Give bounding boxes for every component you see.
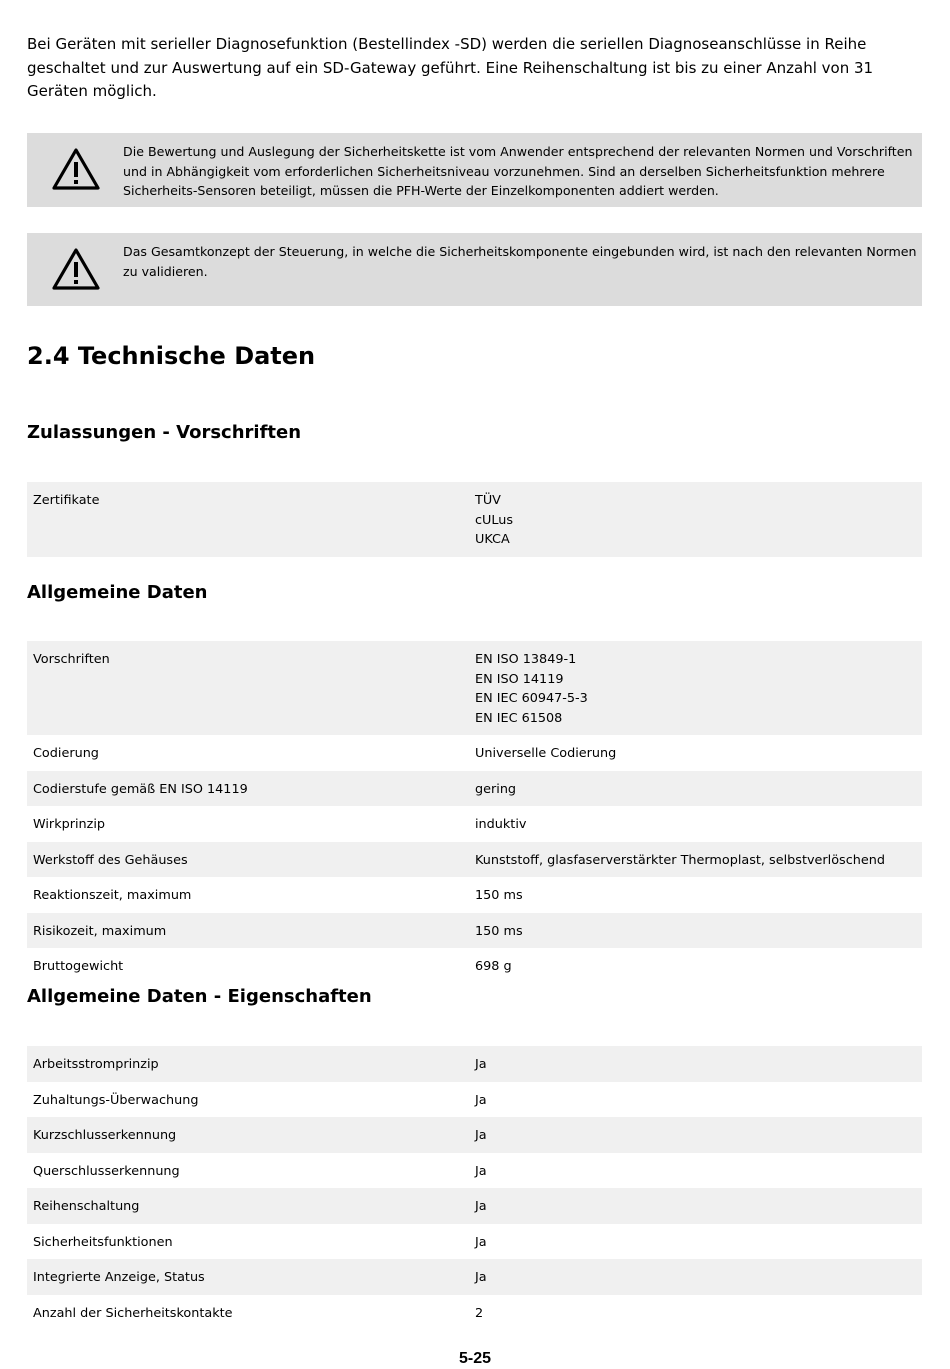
warning-triangle-icon <box>51 147 101 191</box>
spec-value <box>475 1091 922 1111</box>
spec-label: Zuhaltungs-Überwachung <box>33 1092 199 1108</box>
spec-value-line: Ja <box>475 1199 487 1214</box>
spec-value-line: 2 <box>475 1305 484 1321</box>
spec-label: Reaktionszeit, maximum <box>33 888 192 903</box>
spec-value-line: Ja <box>475 1234 487 1250</box>
spec-value <box>475 922 922 942</box>
table-row <box>27 1153 922 1189</box>
spec-value-line: Ja <box>475 1092 487 1108</box>
table-row <box>27 482 922 557</box>
spec-label: Risikozeit, maximum <box>33 923 167 939</box>
spec-label: Integrierte Anzeige, Status <box>33 1270 205 1285</box>
page-number: 5-25 <box>458 1350 492 1367</box>
spec-label: Arbeitsstromprinzip <box>33 1057 159 1072</box>
spec-value-line: Universelle Codierung <box>475 746 617 761</box>
spec-value <box>475 957 922 977</box>
spec-label: Anzahl der Sicherheitskontakte <box>33 1305 233 1321</box>
table-zulassungen <box>27 482 922 557</box>
spec-value <box>475 1268 922 1288</box>
spec-label: Kurzschlusserkennung <box>33 1128 177 1143</box>
warning-box-2 <box>27 233 922 306</box>
spec-label: Bruttogewicht <box>33 959 124 974</box>
spec-value <box>475 650 922 728</box>
spec-value <box>475 1162 922 1182</box>
table-row <box>27 1259 922 1295</box>
intro-paragraph: Bei Geräten mit serieller Diagnosefunktion (Bestellindex -SD) werden die seriellen Diagnoseanschlüsse in Reihe geschaltet und zur Auswertung auf ein SD-Gateway geführt. Eine Reihenschaltung ist bis zu einer Anzahl von 31 Geräten möglich. <box>27 35 874 100</box>
spec-value-line: Ja <box>475 1163 487 1179</box>
spec-value <box>475 1233 922 1253</box>
spec-value-line: EN IEC 61508 <box>475 710 563 726</box>
table-row <box>27 735 922 771</box>
spec-value-line: Kunststoff, glasfaserverstärkter Thermoplast, selbstverlöschend <box>475 852 885 868</box>
table-row <box>27 913 922 949</box>
table-row <box>27 1117 922 1153</box>
spec-value-line: EN IEC 60947-5-3 <box>475 691 588 706</box>
spec-value-line: EN ISO 14119 <box>475 671 564 687</box>
spec-label: Codierung <box>33 746 99 761</box>
spec-value-line: EN ISO 13849-1 <box>475 652 577 667</box>
spec-label: Codierstufe gemäß EN ISO 14119 <box>33 781 248 797</box>
spec-label: Reihenschaltung <box>33 1199 140 1214</box>
table-row <box>27 806 922 842</box>
warning-triangle-icon <box>51 247 101 291</box>
spec-value-line: 150 ms <box>475 888 523 903</box>
spec-value-line: Ja <box>475 1270 487 1285</box>
table-row <box>27 842 922 878</box>
spec-value-line: TÜV <box>475 493 501 508</box>
table-row <box>27 771 922 807</box>
spec-value <box>475 780 922 800</box>
table-row <box>27 641 922 735</box>
spec-value <box>475 851 922 871</box>
table-row <box>27 1082 922 1118</box>
spec-value <box>475 491 922 550</box>
table-eigenschaften <box>27 1046 922 1330</box>
spec-value-line: Ja <box>475 1057 487 1072</box>
table-row <box>27 1188 922 1224</box>
spec-label: Werkstoff des Gehäuses <box>33 852 188 868</box>
spec-value-line: 698 g <box>475 959 512 974</box>
table-row <box>27 1295 922 1331</box>
warning-text-2: Das Gesamtkonzept der Steuerung, in welche die Sicherheitskomponente eingebunden wird, ist nach den relevanten Normen zu validieren. <box>123 244 917 279</box>
table-row <box>27 877 922 913</box>
spec-value-line: UKCA <box>475 532 510 547</box>
spec-label: Vorschriften <box>33 652 110 667</box>
spec-value-line: gering <box>475 781 517 797</box>
spec-value-line: 150 ms <box>475 923 523 939</box>
spec-value <box>475 886 922 906</box>
spec-value <box>475 1197 922 1217</box>
spec-label: Wirkprinzip <box>33 817 106 832</box>
heading-zulassungen: Zulassungen - Vorschriften <box>27 422 302 443</box>
spec-value <box>475 1304 922 1324</box>
spec-value <box>475 1126 922 1146</box>
spec-label: Sicherheitsfunktionen <box>33 1234 173 1250</box>
spec-value-line: cULus <box>475 512 514 528</box>
heading-eigenschaften: Allgemeine Daten - Eigenschaften <box>27 986 372 1007</box>
warning-text-1: Die Bewertung und Auslegung der Sicherheitskette ist vom Anwender entsprechend der relevanten Normen und Vorschriften und in Abhängigkeit vom erforderlichen Sicherheitsniveau vorzunehmen. Sind an derselben Sicherheitsfunktion mehrere Sicherheits-Sensoren beteiligt, müssen die PFH-Werte der Einzelkomponenten addiert werden. <box>123 144 913 199</box>
spec-value <box>475 1055 922 1075</box>
spec-value <box>475 815 922 835</box>
spec-label: Querschlusserkennung <box>33 1163 180 1179</box>
table-row <box>27 1046 922 1082</box>
table-row <box>27 1224 922 1260</box>
heading-allgemeine-daten: Allgemeine Daten <box>27 582 208 603</box>
spec-label: Zertifikate <box>33 493 100 508</box>
spec-value-line: Ja <box>475 1128 487 1143</box>
spec-value <box>475 744 922 764</box>
table-row <box>27 948 922 984</box>
warning-box-1 <box>27 133 922 207</box>
table-allgemeine-daten <box>27 641 922 984</box>
section-title: 2.4 Technische Daten <box>27 342 316 370</box>
spec-value-line: induktiv <box>475 817 527 832</box>
